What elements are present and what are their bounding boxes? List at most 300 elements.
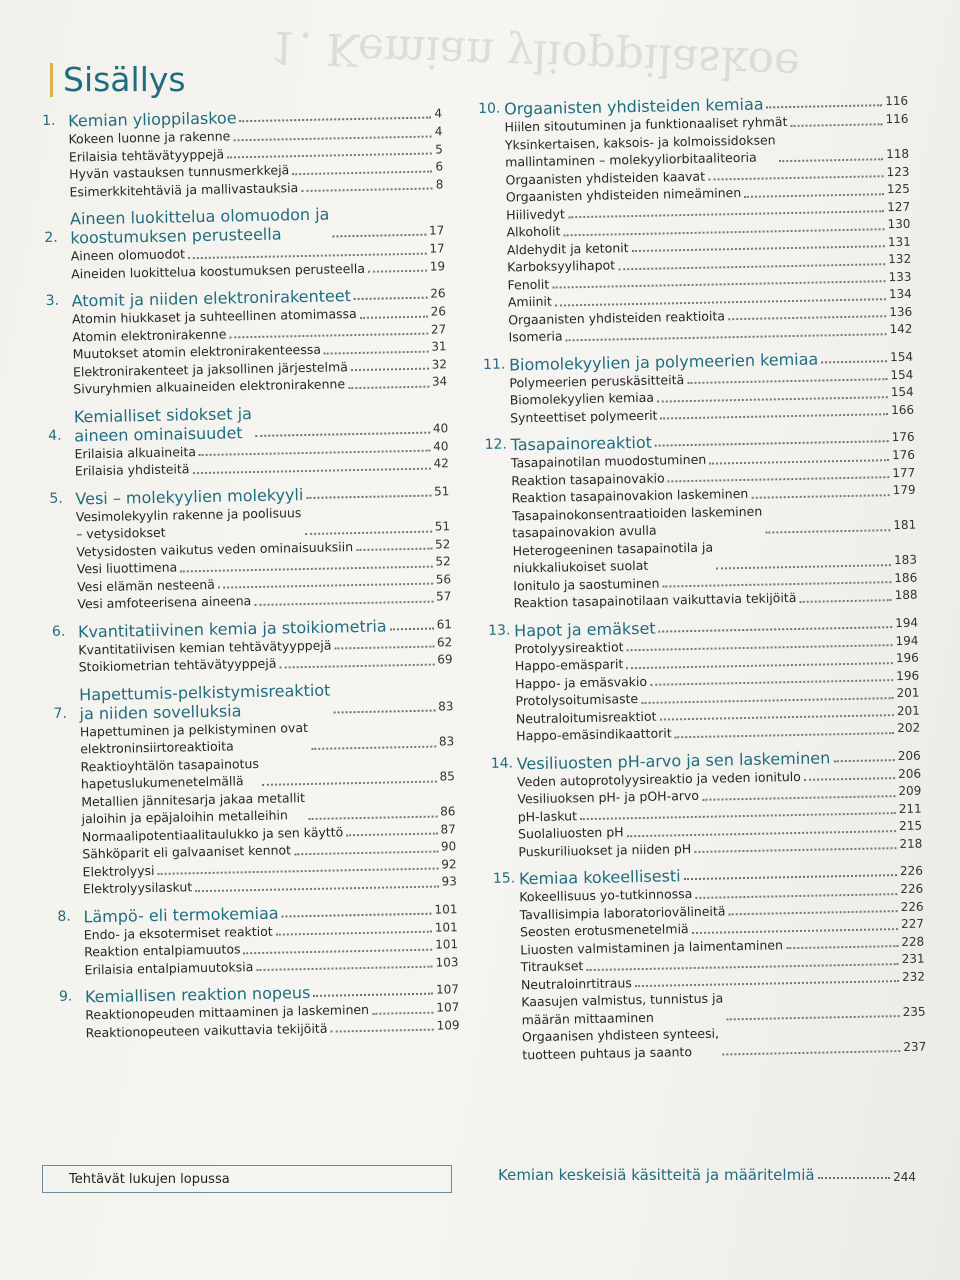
background-heading: 1. Kemian ylioppilaskoe bbox=[269, 20, 801, 91]
subsection-title-line: Elektrolyysilaskut bbox=[82, 879, 193, 897]
subsection-title-line: Orgaanisten yhdisteiden reaktioita bbox=[508, 307, 726, 327]
subsection-page: 235 bbox=[902, 1004, 926, 1019]
dot-leader bbox=[729, 910, 898, 915]
subsection-title-line: Vesi amfoteerisena aineena bbox=[77, 593, 252, 612]
chapter-page: 176 bbox=[891, 429, 915, 445]
chapter-number: 2. bbox=[44, 229, 58, 246]
dot-leader bbox=[330, 1029, 433, 1033]
subsection-page: 232 bbox=[901, 969, 926, 984]
chapter-title-line: Kvantitatiivinen kemia ja stoikiometria bbox=[77, 615, 387, 641]
subsection-page: 26 bbox=[430, 304, 447, 319]
subsection-page: 86 bbox=[440, 804, 456, 819]
subsection-title-line: Hiilen sitoutuminen ja funktionaaliset ryhmät bbox=[504, 114, 788, 135]
dot-leader bbox=[702, 795, 896, 801]
subsection-page: 51 bbox=[434, 519, 451, 534]
chapter-title-text bbox=[70, 205, 330, 248]
subsection-list bbox=[68, 123, 443, 200]
dot-leader bbox=[833, 759, 895, 762]
subsection-list bbox=[509, 366, 914, 426]
chapter-title-line: Kemian ylioppilaskoe bbox=[67, 108, 237, 131]
title-block bbox=[50, 60, 186, 99]
dot-leader bbox=[348, 385, 429, 389]
dot-leader bbox=[668, 476, 890, 482]
subsection-title-line: Karboksyylihapot bbox=[507, 257, 616, 275]
subsection-title-line: Reaktionopeuden mittaaminen ja laskeminen bbox=[85, 1001, 370, 1023]
chapter-number: 6. bbox=[51, 623, 66, 640]
toc-section bbox=[484, 428, 917, 613]
chapter-entry[interactable] bbox=[48, 400, 449, 446]
subsection-title-line: Endo- ja eksotermiset reaktiot bbox=[83, 923, 273, 942]
subsection-page: 83 bbox=[438, 734, 455, 749]
subsection-title-line: Hiilivedyt bbox=[506, 205, 565, 222]
dot-leader bbox=[716, 564, 891, 569]
subsection-list bbox=[511, 447, 918, 612]
subsection-title-line: Reaktion tasapainotilaan vaikuttavia tekijöitä bbox=[513, 589, 797, 611]
dot-leader bbox=[360, 315, 428, 318]
subsection-page: 40 bbox=[433, 438, 449, 454]
chapter-number: 7. bbox=[53, 705, 68, 722]
subsection-page: 226 bbox=[900, 881, 924, 897]
subsection-title-line: Muutokset atomin elektronirakenteessa bbox=[72, 341, 322, 362]
chapter-title-text bbox=[514, 618, 656, 640]
subsection-list bbox=[504, 111, 912, 346]
chapter-entry[interactable] bbox=[53, 678, 454, 724]
subsection-title-line: Happo-emäsparit bbox=[514, 656, 624, 674]
toc-section bbox=[52, 615, 453, 677]
subsection-page: 123 bbox=[886, 164, 910, 179]
dot-leader bbox=[660, 714, 894, 721]
toc-section bbox=[493, 862, 927, 1064]
subsection-title bbox=[86, 1019, 328, 1041]
subsection-page: 211 bbox=[898, 801, 922, 816]
chapter-page: 154 bbox=[889, 349, 914, 364]
subsection-title-line: Kaasujen valmistus, tunnistus ja bbox=[521, 990, 724, 1010]
dot-leader bbox=[346, 833, 437, 837]
dot-leader bbox=[708, 175, 884, 180]
subsection-title-line: – vetysidokset bbox=[75, 524, 166, 542]
dot-leader bbox=[722, 1050, 900, 1055]
subsection-title-line: Reaktionopeuteen vaikuttavia tekijöitä bbox=[85, 1020, 328, 1040]
subsection-list bbox=[76, 501, 452, 613]
dot-leader bbox=[244, 948, 433, 954]
subsection-title bbox=[522, 1025, 720, 1064]
subsection-title-line: Polymeerien peruskäsitteitä bbox=[509, 371, 685, 390]
subsection-page: 57 bbox=[435, 589, 452, 604]
chapter-title-text bbox=[79, 680, 331, 723]
subsection-title bbox=[77, 592, 251, 613]
subsection-title bbox=[507, 256, 615, 276]
subsection-page: 52 bbox=[434, 536, 451, 552]
subsection-page: 6 bbox=[435, 159, 444, 174]
chapter-title-text bbox=[74, 404, 253, 445]
subsection-page: 237 bbox=[903, 1039, 927, 1054]
toc-section bbox=[478, 92, 913, 347]
subsection-title-line: Amiinit bbox=[507, 293, 553, 310]
subsection-title-line: Reaktion entalpiamuutos bbox=[83, 941, 241, 960]
subsection-page: 101 bbox=[434, 919, 458, 935]
chapter-page: 83 bbox=[438, 698, 454, 714]
subsection-page: 188 bbox=[894, 587, 918, 603]
chapter-number: 11. bbox=[482, 356, 506, 373]
subsection-page: 118 bbox=[886, 146, 910, 162]
chapter-page: 51 bbox=[433, 483, 450, 499]
subsection-page: 133 bbox=[888, 269, 912, 284]
chapter-title-line: Aineen luokittelua olomuodon ja bbox=[69, 204, 330, 229]
subsection-title-line: Atomin elektronirakenne bbox=[72, 326, 227, 344]
dot-leader bbox=[354, 297, 427, 300]
subsection-page: 131 bbox=[887, 234, 911, 249]
dot-leader bbox=[694, 847, 896, 853]
chapter-entry[interactable] bbox=[44, 202, 445, 248]
subsection-page: 5 bbox=[435, 141, 443, 156]
subsection-title bbox=[520, 957, 583, 976]
subsection-page: 202 bbox=[897, 720, 921, 736]
dot-leader bbox=[305, 530, 432, 534]
subsection-title-line: Orgaanisten yhdisteiden kaavat bbox=[505, 168, 706, 187]
dot-leader bbox=[695, 893, 897, 899]
dot-leader bbox=[324, 350, 428, 354]
chapter-title-line: Kemialliset sidokset ja bbox=[73, 403, 253, 426]
dot-leader bbox=[650, 679, 893, 686]
subsection-page: 154 bbox=[890, 367, 914, 382]
subsection-page: 62 bbox=[436, 634, 453, 650]
dot-leader bbox=[313, 993, 433, 997]
subsection-title-line: Vesi elämän nesteenä bbox=[76, 576, 216, 594]
chapter-page: 116 bbox=[885, 93, 909, 109]
subsection-page: 194 bbox=[895, 633, 919, 648]
subsection-title-line: Alkoholit bbox=[506, 223, 561, 240]
subsection-title-line: Tavallisimpia laboratoriovälineitä bbox=[519, 902, 726, 922]
subsection-page: 32 bbox=[431, 356, 448, 372]
dot-leader bbox=[279, 663, 434, 668]
subsection-title-line: Tasapainokonsentraatioiden laskeminen bbox=[511, 503, 763, 523]
subsection-title-line: pH-laskut bbox=[517, 807, 578, 824]
subsection-page: 176 bbox=[891, 447, 916, 463]
toc-section bbox=[48, 400, 449, 481]
dot-leader bbox=[292, 170, 432, 175]
toc-section bbox=[49, 482, 451, 614]
subsection-title-line: Stoikiometrian tehtävätyyppejä bbox=[78, 655, 277, 675]
subsection-title bbox=[83, 878, 193, 898]
chapter-title-line: Hapettumis-pelkistymisreaktiot bbox=[79, 680, 331, 704]
subsection-title-line: Reaktion tasapainovakion laskeminen bbox=[511, 485, 749, 506]
dot-leader bbox=[655, 440, 889, 446]
dot-leader bbox=[766, 529, 891, 533]
subsection-entry[interactable] bbox=[522, 1021, 927, 1064]
subsection-page: 19 bbox=[429, 258, 446, 274]
subsection-page: 196 bbox=[895, 650, 919, 666]
subsection-list bbox=[514, 632, 920, 745]
subsection-title bbox=[505, 131, 776, 171]
dot-leader bbox=[821, 360, 887, 363]
subsection-title-line: Erilaisia entalpiamuutoksia bbox=[84, 958, 254, 977]
subsection-title-line: jaloihin ja epäjaloihin metalleihin bbox=[81, 807, 288, 827]
dot-leader bbox=[188, 252, 426, 259]
subsection-title-line: Aineiden luokittelua koostumuksen perusteella bbox=[70, 260, 366, 281]
subsection-title bbox=[521, 989, 724, 1028]
dot-leader bbox=[301, 188, 433, 193]
chapter-title-line: Atomit ja niiden elektronirakenteet bbox=[71, 286, 352, 311]
subsection-list bbox=[72, 303, 448, 398]
toc-section bbox=[59, 980, 460, 1042]
dot-leader bbox=[254, 600, 433, 605]
subsection-title bbox=[515, 655, 624, 675]
chapter-title-line: Vesi – molekyylien molekyyli bbox=[75, 484, 304, 508]
toc-section bbox=[53, 678, 457, 899]
chapter-number: 10. bbox=[478, 100, 501, 117]
subsection-title bbox=[512, 538, 713, 577]
subsection-title-line: Vetysidosten vaikutus veden ominaisuuksiin bbox=[76, 538, 354, 559]
final-entry-page: 244 bbox=[893, 1170, 916, 1184]
subsection-list bbox=[71, 240, 446, 282]
subsection-title bbox=[77, 558, 178, 577]
subsection-list bbox=[84, 919, 459, 979]
dot-leader bbox=[351, 368, 429, 371]
subsection-page: 31 bbox=[431, 339, 447, 354]
chapter-title-line: Kemiallisen reaktion nopeus bbox=[84, 983, 311, 1007]
subsection-title-line: tuotteen puhtaus ja saanto bbox=[522, 1043, 693, 1062]
chapter-number: 13. bbox=[488, 621, 511, 639]
dot-leader bbox=[282, 912, 432, 917]
chapter-title-line: Orgaanisten yhdisteiden kemiaa bbox=[503, 94, 764, 119]
subsection-page: 17 bbox=[429, 241, 445, 256]
subsection-title-line: Sähköparit eli galvaaniset kennot bbox=[82, 842, 292, 862]
toc-section bbox=[488, 613, 920, 745]
subsection-title-line: Kvantitatiivisen kemian tehtävätyyppejä bbox=[78, 637, 332, 657]
subsection-title-line: Esimerkkitehtäviä ja mallivastauksia bbox=[69, 179, 299, 199]
dot-leader bbox=[786, 945, 898, 949]
subsection-page: 166 bbox=[890, 402, 915, 417]
chapter-number: 1. bbox=[42, 112, 56, 129]
subsection-page: 27 bbox=[430, 321, 447, 337]
dot-leader bbox=[566, 333, 887, 341]
subsection-title bbox=[518, 840, 691, 861]
subsection-title-line: Happo-emäsindikaattorit bbox=[516, 725, 672, 744]
subsection-title-line: Titraukset bbox=[520, 958, 584, 975]
chapter-title-line: koostumuksen perusteella bbox=[70, 224, 282, 248]
subsection-page: 92 bbox=[441, 856, 457, 871]
subsection-page: 177 bbox=[892, 465, 916, 480]
toc-column-left bbox=[42, 104, 460, 1051]
dot-leader bbox=[687, 378, 887, 384]
subsection-title bbox=[80, 754, 259, 792]
toc-section bbox=[44, 202, 445, 283]
subsection-title bbox=[84, 958, 253, 979]
chapter-page: 26 bbox=[430, 286, 446, 301]
dot-leader bbox=[356, 548, 432, 551]
subsection-page: 231 bbox=[901, 951, 925, 967]
tasks-note-box: Tehtävät lukujen lopussa bbox=[42, 1165, 452, 1193]
dot-leader bbox=[779, 158, 883, 162]
subsection-title bbox=[518, 823, 624, 843]
subsection-title bbox=[76, 504, 302, 543]
chapter-title-line: Vesiliuosten pH-arvo ja sen laskeminen bbox=[516, 747, 831, 773]
subsection-title bbox=[508, 327, 562, 346]
dot-leader bbox=[799, 599, 891, 603]
subsection-page: 201 bbox=[896, 703, 920, 718]
subsection-title bbox=[511, 451, 707, 472]
subsection-title-line: Heterogeeninen tasapainotila ja bbox=[512, 539, 714, 558]
subsection-title-line: Aineen olomuodot bbox=[70, 246, 186, 264]
subsection-title-line: Happo- ja emäsvakio bbox=[515, 673, 648, 691]
subsection-page: 196 bbox=[896, 668, 920, 683]
subsection-title bbox=[508, 293, 552, 311]
subsection-title-line: niukkaliukoiset suolat bbox=[512, 557, 649, 576]
subsection-title-line: Neutraloitumisreaktiot bbox=[515, 708, 657, 726]
subsection-page: 218 bbox=[899, 836, 923, 851]
chapter-title-line: ja niiden sovelluksia bbox=[79, 700, 242, 723]
dot-leader bbox=[256, 966, 432, 971]
dot-leader bbox=[306, 494, 431, 498]
toc-section bbox=[491, 746, 923, 861]
subsection-title bbox=[78, 655, 276, 676]
subsection-title-line: hapetuslukumenetelmällä bbox=[80, 773, 244, 792]
dot-leader bbox=[372, 1011, 433, 1014]
subsection-title-line: Liuosten valmistaminen ja laimentaminen bbox=[520, 936, 784, 957]
subsection-title-line: Synteettiset polymeerit bbox=[509, 407, 658, 425]
subsection-page: 132 bbox=[888, 251, 912, 267]
subsection-title-line: Metallien jännitesarja jakaa metallit bbox=[81, 789, 306, 809]
subsection-page: 154 bbox=[890, 384, 914, 400]
subsection-title-line: Protolyysireaktiot bbox=[514, 638, 624, 656]
chapter-page: 40 bbox=[432, 420, 449, 436]
chapter-number: 5. bbox=[49, 490, 63, 507]
dot-leader bbox=[233, 135, 432, 141]
subsection-title bbox=[81, 789, 305, 828]
subsection-title-line: Veden autoprotolyysireaktio ja veden ionitulo bbox=[516, 768, 801, 789]
subsection-page: 56 bbox=[435, 571, 452, 587]
dot-leader bbox=[684, 874, 897, 880]
subsection-page: 186 bbox=[894, 570, 918, 585]
subsection-title bbox=[512, 502, 763, 542]
subsection-title-line: Erilaisia alkuaineita bbox=[74, 443, 197, 461]
subsection-page: 130 bbox=[887, 216, 911, 232]
subsection-title bbox=[69, 179, 298, 201]
subsection-page: 4 bbox=[434, 124, 443, 139]
dot-leader bbox=[662, 581, 891, 587]
subsection-page: 93 bbox=[441, 874, 457, 889]
subsection-title-line: Reaktion tasapainovakio bbox=[511, 469, 665, 488]
subsection-page: 116 bbox=[885, 111, 909, 127]
subsection-page: 103 bbox=[435, 954, 459, 970]
chapter-title-line: Kemiaa kokeellisesti bbox=[518, 866, 681, 889]
subsection-title bbox=[521, 974, 632, 994]
subsection-title-line: Puskuriliuokset ja niiden pH bbox=[518, 840, 692, 859]
subsection-page: 42 bbox=[433, 456, 449, 471]
subsection-page: 209 bbox=[898, 783, 922, 799]
chapter-page: 194 bbox=[895, 615, 919, 630]
subsection-title bbox=[516, 724, 672, 744]
subsection-title-line: Normaalipotentiaalitaulukko ja sen käyttö bbox=[81, 823, 344, 844]
subsection-title bbox=[506, 222, 560, 241]
chapter-title-line: Tasapainoreaktiot bbox=[510, 432, 653, 455]
subsection-title-line: Ionitulo ja saostuminen bbox=[513, 575, 660, 593]
subsection-title-line: Erilaisia yhdisteitä bbox=[74, 461, 190, 479]
dot-leader bbox=[675, 732, 895, 738]
dot-leader bbox=[790, 123, 882, 127]
dot-leader bbox=[368, 270, 427, 273]
dot-leader bbox=[692, 928, 898, 934]
subsection-title bbox=[506, 205, 565, 224]
subsection-list bbox=[517, 765, 923, 860]
subsection-title-line: Vesiliuoksen pH- ja pOH-arvo bbox=[517, 787, 700, 807]
dot-leader bbox=[334, 709, 436, 713]
chapter-page: 206 bbox=[897, 748, 921, 763]
subsection-title bbox=[84, 922, 273, 943]
chapter-title-line: Lämpö- eli termokemiaa bbox=[83, 903, 279, 926]
dot-leader bbox=[661, 413, 889, 419]
subsection-page: 101 bbox=[435, 937, 459, 952]
subsection-page: 90 bbox=[440, 839, 457, 854]
subsection-title-line: Vesimolekyylin rakenne ja poolisuus bbox=[75, 504, 302, 524]
dot-leader bbox=[255, 431, 430, 436]
subsection-title bbox=[509, 371, 684, 392]
dot-leader bbox=[744, 193, 884, 198]
subsection-title-line: Yksinkertaisen, kaksois- ja kolmoissidoksen bbox=[504, 131, 776, 152]
subsection-title bbox=[82, 861, 154, 880]
dot-leader bbox=[294, 850, 438, 855]
dot-leader bbox=[657, 396, 888, 402]
chapter-title-line: aineen ominaisuudet bbox=[74, 422, 243, 445]
subsection-title-line: Hapettuminen ja pelkistyminen ovat bbox=[79, 719, 309, 739]
chapter-number: 8. bbox=[57, 908, 71, 925]
chapter-page: 226 bbox=[899, 863, 924, 879]
subsection-page: 206 bbox=[897, 766, 922, 781]
chapter-number: 12. bbox=[484, 436, 508, 453]
chapter-title-line: Hapot ja emäkset bbox=[514, 618, 656, 640]
chapter-number: 3. bbox=[45, 292, 60, 309]
subsection-page: 142 bbox=[889, 321, 913, 337]
chapter-number: 4. bbox=[48, 427, 62, 444]
subsection-title bbox=[517, 787, 699, 808]
subsection-page: 125 bbox=[886, 181, 910, 197]
dot-leader bbox=[818, 1177, 891, 1179]
dot-leader bbox=[311, 745, 436, 749]
dot-leader bbox=[728, 315, 886, 320]
toc-section bbox=[45, 284, 447, 398]
chapter-page: 101 bbox=[434, 901, 458, 917]
dot-leader bbox=[334, 646, 434, 650]
subsection-list bbox=[78, 634, 453, 676]
subsection-page: 69 bbox=[437, 652, 453, 667]
subsection-page: 127 bbox=[887, 199, 911, 214]
subsection-title-line: tasapainovakion avulla bbox=[512, 522, 657, 541]
final-entry[interactable] bbox=[498, 1166, 916, 1184]
subsection-title bbox=[71, 245, 186, 265]
subsection-page: 136 bbox=[889, 304, 913, 319]
subsection-page: 201 bbox=[896, 685, 920, 701]
subsection-title-line: Aldehydit ja ketonit bbox=[506, 239, 629, 257]
subsection-title-line: Kokeen luonne ja rakenne bbox=[68, 128, 231, 147]
dot-leader bbox=[193, 467, 431, 474]
toc-section bbox=[57, 900, 458, 979]
chapter-title bbox=[70, 202, 445, 247]
chapter-title-line: Biomolekyylien ja polymeerien kemiaa bbox=[508, 349, 819, 374]
subsection-title-line: Reaktioyhtälön tasapainotus bbox=[80, 755, 260, 774]
chapter-number: 14. bbox=[490, 754, 514, 772]
subsection-title-line: Seosten erotusmenetelmiä bbox=[519, 921, 689, 940]
subsection-title-line: Kokeellisuus yo-tutkinnossa bbox=[519, 886, 693, 905]
subsection-title bbox=[80, 719, 309, 758]
dot-leader bbox=[195, 885, 438, 892]
subsection-list bbox=[74, 438, 449, 480]
dot-leader bbox=[659, 626, 893, 632]
subsection-page: 85 bbox=[439, 769, 455, 784]
subsection-list bbox=[519, 881, 926, 1064]
subsection-title-line: Orgaanisen yhdisteen synteesi, bbox=[521, 1025, 720, 1045]
subsection-title-line: mallintaminen – molekyyliorbitaaliteoria bbox=[505, 149, 757, 170]
dot-leader bbox=[333, 234, 426, 238]
